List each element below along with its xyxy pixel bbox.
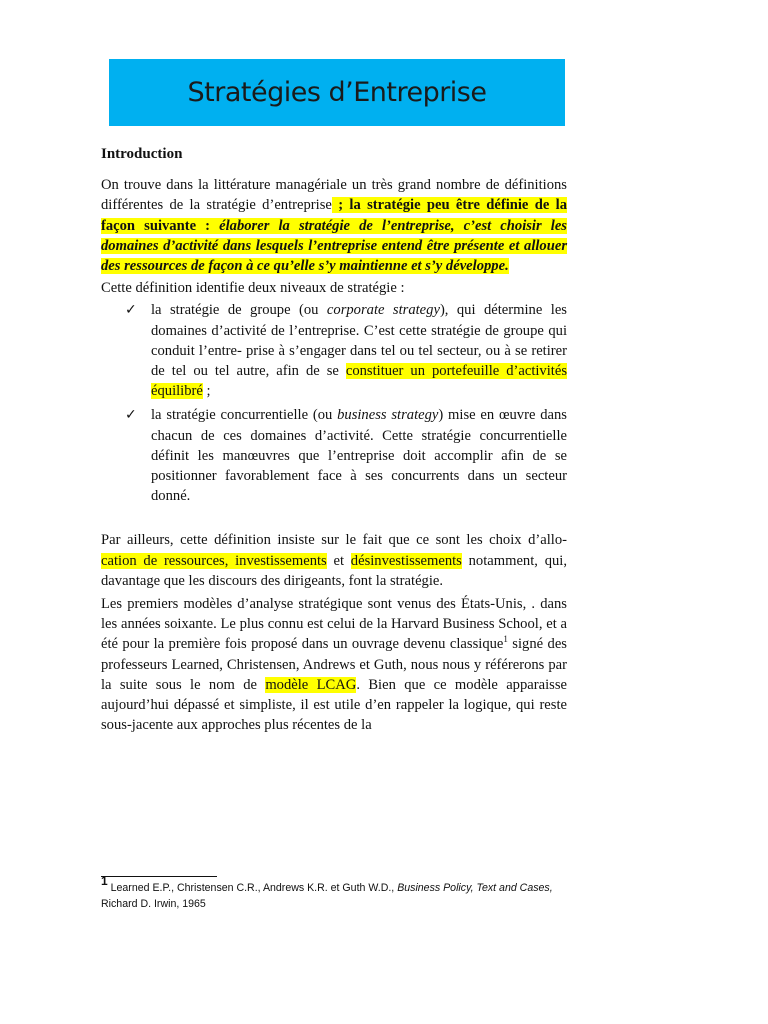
list-item-group-strategy [101,300,567,401]
item-text: la stratégie concurrentielle (ou [151,407,338,424]
title-banner [109,59,565,126]
item-text: la stratégie de groupe (ou [151,302,327,319]
paragraph-text: . Bien que ce modèle apparaisse aujourd’hui dépassé et simpliste, il est utile d’en rappeler la logique, qui reste sous-jacente aux approches plus récentes de la [101,676,567,734]
resources-paragraph [101,530,567,591]
footnote-ref: 1 [503,634,508,645]
highlighted-bold-text: ; la stratégie peu être définie de la façon suivante : [101,197,568,234]
footnote-title: Business Policy, Text and Cases, [397,882,553,894]
footnote [101,874,571,912]
checkmark-icon: ✓ [125,407,137,424]
footnote-text: Learned E.P., Christensen C.R., Andrews K.R. et Guth W.D., [107,882,398,894]
paragraph-text: et [326,552,351,569]
highlighted-text: modèle LCAG [265,676,357,693]
highlighted-text: cation de ressources, investissements [101,552,327,569]
footnote-number: 1 [101,874,108,888]
checkmark-icon: ✓ [125,302,137,319]
list-item-business-strategy [101,405,567,506]
item-italic: corporate strategy [326,302,440,319]
document-title: Stratégies d’Entreprise [187,77,487,108]
item-text: ), qui détermine les domaines d’activité de l’entreprise. C’est cette stratégie de groupe qui conduit l’entre- prise à s’engager dans tel ou tel secteur, ou à se retirer de tel ou tel autre, afin de se [151,302,567,380]
intro-text: On trouve dans la littérature managériale un très grand nombre de définitions différentes de la stratégie d’entreprise [101,177,567,214]
footnote-text: Richard D. Irwin, 1965 [101,898,206,910]
paragraph-text: notamment, qui, davantage que les discours des dirigeants, font la stratégie. [101,552,567,589]
highlighted-text: désinvestissements [350,552,462,569]
paragraph-text: Les premiers modèles d’analyse stratégique sont venus des États-Unis, . dans les années soixante. Le plus connu est celui de la Harvard Business School, et a été pour la première fois proposé dans un ouvrage devenu classique [101,596,567,653]
document-body [101,144,567,735]
item-text: ) mise en œuvre dans chacun de ces domaines d’activité. Cette stratégie concurrentielle définit les manœuvres que l’entreprise doit accomplir afin de se positionner favorablement face à ses concurrents dans un secteur donné. [151,407,567,505]
item-text: ; [202,383,211,400]
introduction-heading: Introduction [101,146,183,162]
footnote-divider [101,876,217,877]
lcag-paragraph [101,594,567,735]
paragraph-text: signé des professeurs Learned, Christensen, Andrews et Guth, nous nous y référerons par la suite sous le nom de [101,636,567,693]
highlighted-text: constituer un portefeuille d’activités équilibré [151,363,567,400]
intro-paragraph [101,175,567,276]
definition-lead: Cette définition identifie deux niveaux de stratégie : [101,280,405,297]
strategy-levels-list [101,300,567,506]
item-italic: business strategy [337,407,439,424]
paragraph-text: Par ailleurs, cette définition insiste sur le fait que ce sont les choix d’allo- [101,532,567,549]
strategy-definition: élaborer la stratégie de l’entreprise, c’est choisir les domaines d’activité dans lesquels l’entreprise entend être présente et allouer des ressources de façon à ce qu’elle s’y maintienne et s’y développe. [101,217,567,275]
